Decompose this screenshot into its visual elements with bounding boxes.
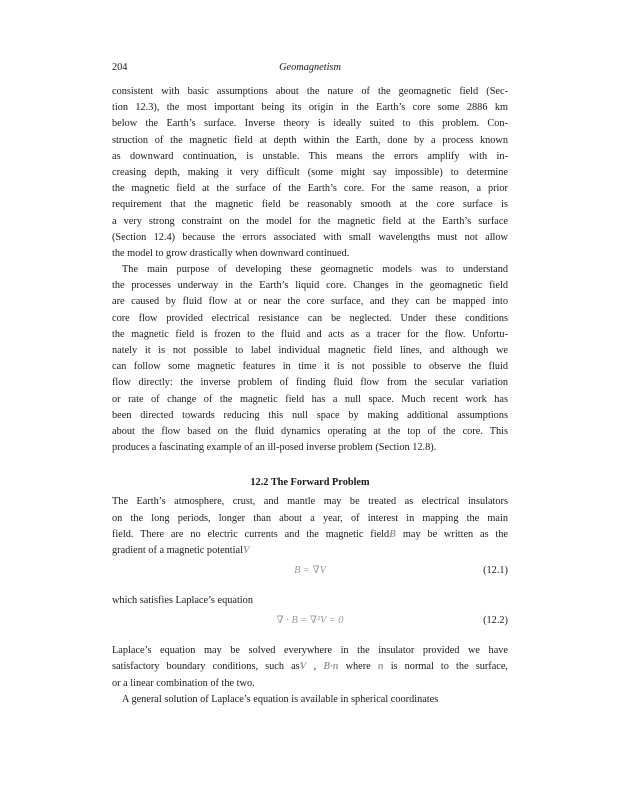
text-line xyxy=(112,543,508,559)
text-line: about the flow based on the fluid dynamics operating at the top of the core. This xyxy=(112,425,508,437)
text-line: below the Earth’s surface. Inverse theory is ideally suited to this problem. Con- xyxy=(112,118,508,130)
text-run: field. There are no electric currents and the magnetic field xyxy=(112,528,390,540)
text-line: been directed towards reducing this null space by making additional assumptions xyxy=(112,409,508,421)
text-line: flow directly: the inverse problem of finding fluid flow from the secular variation xyxy=(112,377,508,389)
text-run: where xyxy=(338,661,378,673)
text-line: consistent with basic assumptions about the nature of the geomagnetic field (Sec- xyxy=(112,86,508,97)
text-line: the model to grow drastically when downward continued. xyxy=(112,247,350,259)
text-run: satisfactory boundary conditions, such as xyxy=(112,661,300,673)
text-line: The main purpose of developing these geomagnetic models was to understand xyxy=(122,264,508,276)
text-line: produces a fascinating example of an ill-posed inverse problem (Section 12.8). xyxy=(112,442,437,454)
text-line: struction of the magnetic field at depth within the Earth, done by a process known xyxy=(112,134,508,146)
text-run: , xyxy=(306,661,324,673)
math-symbol-V: V xyxy=(242,544,250,556)
math-symbol-n: n xyxy=(377,661,384,673)
body-text xyxy=(112,84,508,708)
text-line: core flow provided electrical resistance can be neglected. Under these conditions xyxy=(112,312,508,324)
text-line: the magnetic field is frozen to the fluid and acts as a tracer for the flow. Unfortu- xyxy=(112,328,508,340)
text-line: or rate of change of the magnetic field has a null space. Much recent work has xyxy=(112,393,508,405)
text-line: The Earth’s atmosphere, crust, and mantle may be treated as electrical insulators xyxy=(112,496,508,508)
equation-number: (12.2) xyxy=(483,615,508,627)
text-run: may be written as the xyxy=(396,528,508,540)
page xyxy=(112,62,508,708)
text-line: on the long periods, longer than about a year, of interest in mapping the main xyxy=(112,512,508,524)
equation-number: (12.1) xyxy=(483,565,508,577)
text-line: requirement that the magnetic field be reasonably smooth at the core surface is xyxy=(112,199,508,211)
paragraph-2 xyxy=(112,262,508,456)
paragraph-5 xyxy=(112,692,508,708)
equation-expression: B = ∇V xyxy=(294,565,326,577)
text-line: tion 12.3), the most important being its origin in the Earth’s core some 2886 km xyxy=(112,102,508,114)
running-header xyxy=(112,62,508,78)
math-symbol-B-dot-n: B·n xyxy=(323,661,339,673)
text-line: the processes underway in the Earth’s liquid core. Changes in the geomagnetic field xyxy=(112,280,508,292)
text-line: a very strong constraint on the model for the magnetic field at the Earth’s surface xyxy=(112,215,508,227)
text-line: Laplace’s equation may be solved everywhere in the insulator provided we have xyxy=(112,645,508,657)
running-title: Geomagnetism xyxy=(279,62,341,73)
text-line: or a linear combination of the two. xyxy=(112,677,255,689)
text-run: gradient of a magnetic potential xyxy=(112,544,243,556)
text-line: are caused by fluid flow at or near the core surface, and they can be mapped into xyxy=(112,296,508,308)
equation-expression: ∇ · B = ∇²V = 0 xyxy=(276,615,344,627)
text-line xyxy=(112,659,508,675)
equation-12-1 xyxy=(112,563,508,579)
text-line xyxy=(112,527,508,543)
paragraph-3 xyxy=(112,494,508,559)
text-line: which satisfies Laplace’s equation xyxy=(112,595,253,607)
equation-12-2 xyxy=(112,613,508,629)
text-line: as downward continuation, is unstable. This means the errors amplify with in- xyxy=(112,150,508,162)
math-symbol-V: V xyxy=(299,661,307,673)
text-line: nately it is not possible to label individual magnetic field lines, and although we xyxy=(112,345,508,356)
section-heading: 12.2 The Forward Problem xyxy=(250,477,370,489)
math-symbol-B: B xyxy=(389,528,397,540)
paragraph-4 xyxy=(112,643,508,692)
page-number: 204 xyxy=(112,62,128,73)
text-line: can follow some magnetic features in time it is not possible to observe the fluid xyxy=(112,361,508,373)
paragraph-1 xyxy=(112,84,508,262)
text-line: A general solution of Laplace’s equation is available in spherical coordinates xyxy=(122,693,439,705)
text-line: creasing depth, making it very difficult (some might say impossible) to determine xyxy=(112,166,508,178)
text-run: is normal to the surface, xyxy=(383,661,508,673)
text-line: the magnetic field at the surface of the Earth’s core. For the same reason, a prior xyxy=(112,183,508,195)
text-line: (Section 12.4) because the errors associated with small wavelengths must not allow xyxy=(112,231,508,243)
